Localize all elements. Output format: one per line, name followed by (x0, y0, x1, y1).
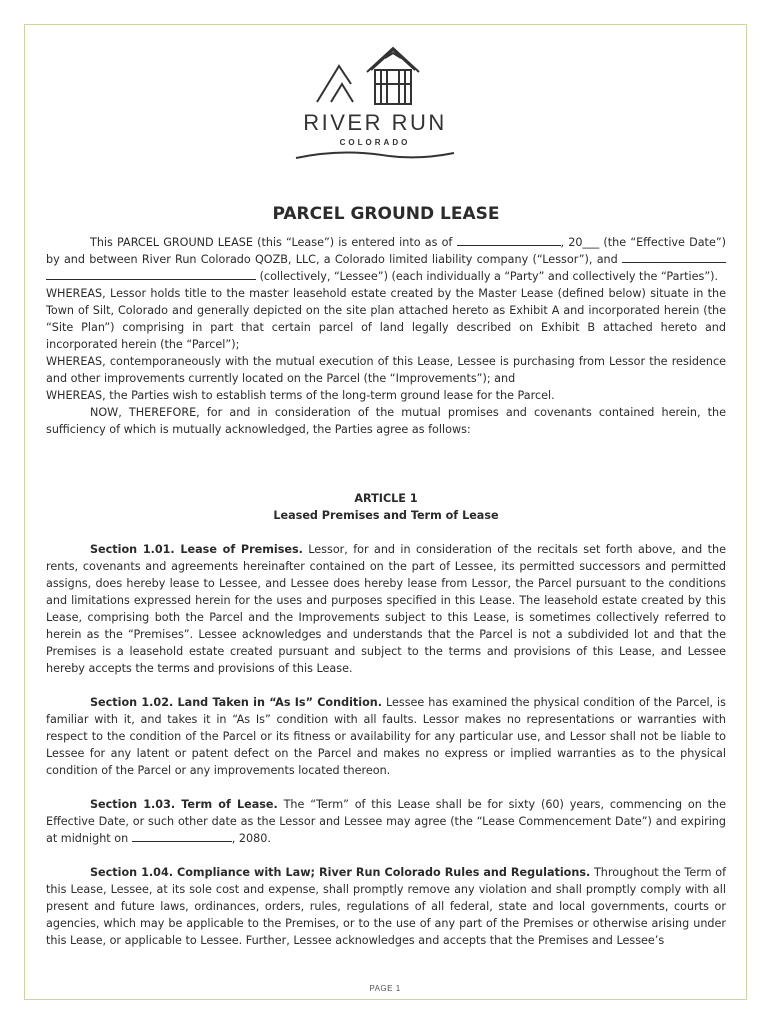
intro-text-a: This PARCEL GROUND LEASE (this “Lease”) is entered into as of (90, 236, 453, 249)
section-1-03-body: The “Term” of this Lease shall be for sixty (60) years, commencing on the Effective Date, or such other date as the Lessor and Lessee may agree (the “Lease Commencement Date”) and expiring at midnight on (46, 798, 726, 845)
page-number: PAGE 1 (369, 984, 401, 993)
section-1-02-heading: Section 1.02. Land Taken in “As Is” Condition. (90, 696, 383, 709)
article-number: ARTICLE 1 (354, 492, 418, 505)
whereas-1: WHEREAS, Lessor holds title to the master leasehold estate created by the Master Lease (defined below) situate in the Town of Silt, Colorado and generally depicted on the site plan attached hereto as Exhibit A and incorporated herein (the “Site Plan”) comprising in part that certain parcel of land legally described on Exhibit B attached hereto and incorporated herein (the “Parcel”); (46, 287, 726, 351)
article-title: Leased Premises and Term of Lease (273, 509, 499, 522)
whereas-3: WHEREAS, the Parties wish to establish terms of the long-term ground lease for the Parcel. (46, 389, 555, 402)
section-1-01 (46, 541, 726, 677)
mountain-house-icon (315, 44, 435, 106)
intro-paragraph (46, 234, 726, 285)
intro-text-b: , 20___ (the “Effective Date”) by and between River Run Colorado QOZB, LLC, a Colorado limited liability company (“Lessor”), and (46, 236, 726, 266)
section-1-03-tail: , 2080. (231, 832, 271, 845)
document-body (46, 206, 726, 949)
section-1-03 (46, 796, 726, 847)
section-1-04 (46, 864, 726, 949)
expiration-date-blank[interactable] (132, 830, 232, 842)
logo-name: RIVER RUN (303, 110, 447, 135)
section-1-04-body: Throughout the Term of this Lease, Lessee, at its sole cost and expense, shall promptly remove any violation and shall promptly comply with all present and future laws, ordinances, orders, rules, regulations of all federal, state and local governments, courts or agencies, which may be applicable to the Premises, or to the use of any part of the Premises or otherwise arising under this Lease, or applicable to Lessee. Further, Lessee acknowledges and accepts that the Premises and Lessee’s (46, 866, 727, 947)
date-blank[interactable] (457, 234, 561, 246)
river-run-logo (290, 44, 460, 164)
logo-location: COLORADO (339, 138, 411, 147)
section-1-01-heading: Section 1.01. Lease of Premises. (90, 543, 303, 556)
swoosh-icon (294, 148, 456, 162)
section-1-02 (46, 694, 726, 779)
section-1-02-body: Lessee has examined the physical condition of the Parcel, is familiar with it, and takes it in “As Is” condition with all faults. Lessor makes no representations or warranties with respect to the condition of the Parcel or its fitness or availability for any particular use, and Lessor shall not be liable to Lessee for any latent or patent defect on the Parcel and makes no express or implied warranties as to the physical condition of the Parcel or any improvements located thereon. (46, 696, 726, 777)
therefore-paragraph: NOW, THEREFORE, for and in consideration of the mutual promises and covenants contained herein, the sufficiency of which is mutually acknowledged, the Parties agree as follows: (46, 406, 726, 436)
whereas-2: WHEREAS, contemporaneously with the mutual execution of this Lease, Lessee is purchasing from Lessor the residence and other improvements currently located on the Parcel (the “Improvements”); and (46, 355, 726, 385)
section-1-01-body: Lessor, for and in consideration of the recitals set forth above, and the rents, covenants and agreements hereinafter contained on the part of Lessee, its permitted successors and permitted assigns, does hereby lease to Lessee, and Lessee does hereby lease from Lessor, the Parcel pursuant to the conditions and limitations expressed herein for the uses and purposes specified in this Lease. The leasehold estate created by this Lease, comprising both the Parcel and the Improvements subject to this Lease, is sometimes collectively referred to herein as the “Premises”. Lessee acknowledges and understands that the Parcel is not a subdivided lot and that the Premises is a leasehold estate created pursuant and subject to the terms and provisions of this Lease, and Lessee hereby accepts the terms and provisions of this Lease. (46, 543, 726, 675)
lessee-name-blank-2[interactable] (46, 268, 256, 280)
section-1-04-heading: Section 1.04. Compliance with Law; River Run Colorado Rules and Regulations. (90, 866, 591, 879)
lessee-name-blank-1[interactable] (622, 251, 726, 263)
document-title: PARCEL GROUND LEASE (272, 204, 500, 224)
intro-text-c: (collectively, “Lessee”) (each individually a “Party” and collectively the “Parties”). (259, 270, 719, 283)
section-1-03-heading: Section 1.03. Term of Lease. (90, 798, 278, 811)
